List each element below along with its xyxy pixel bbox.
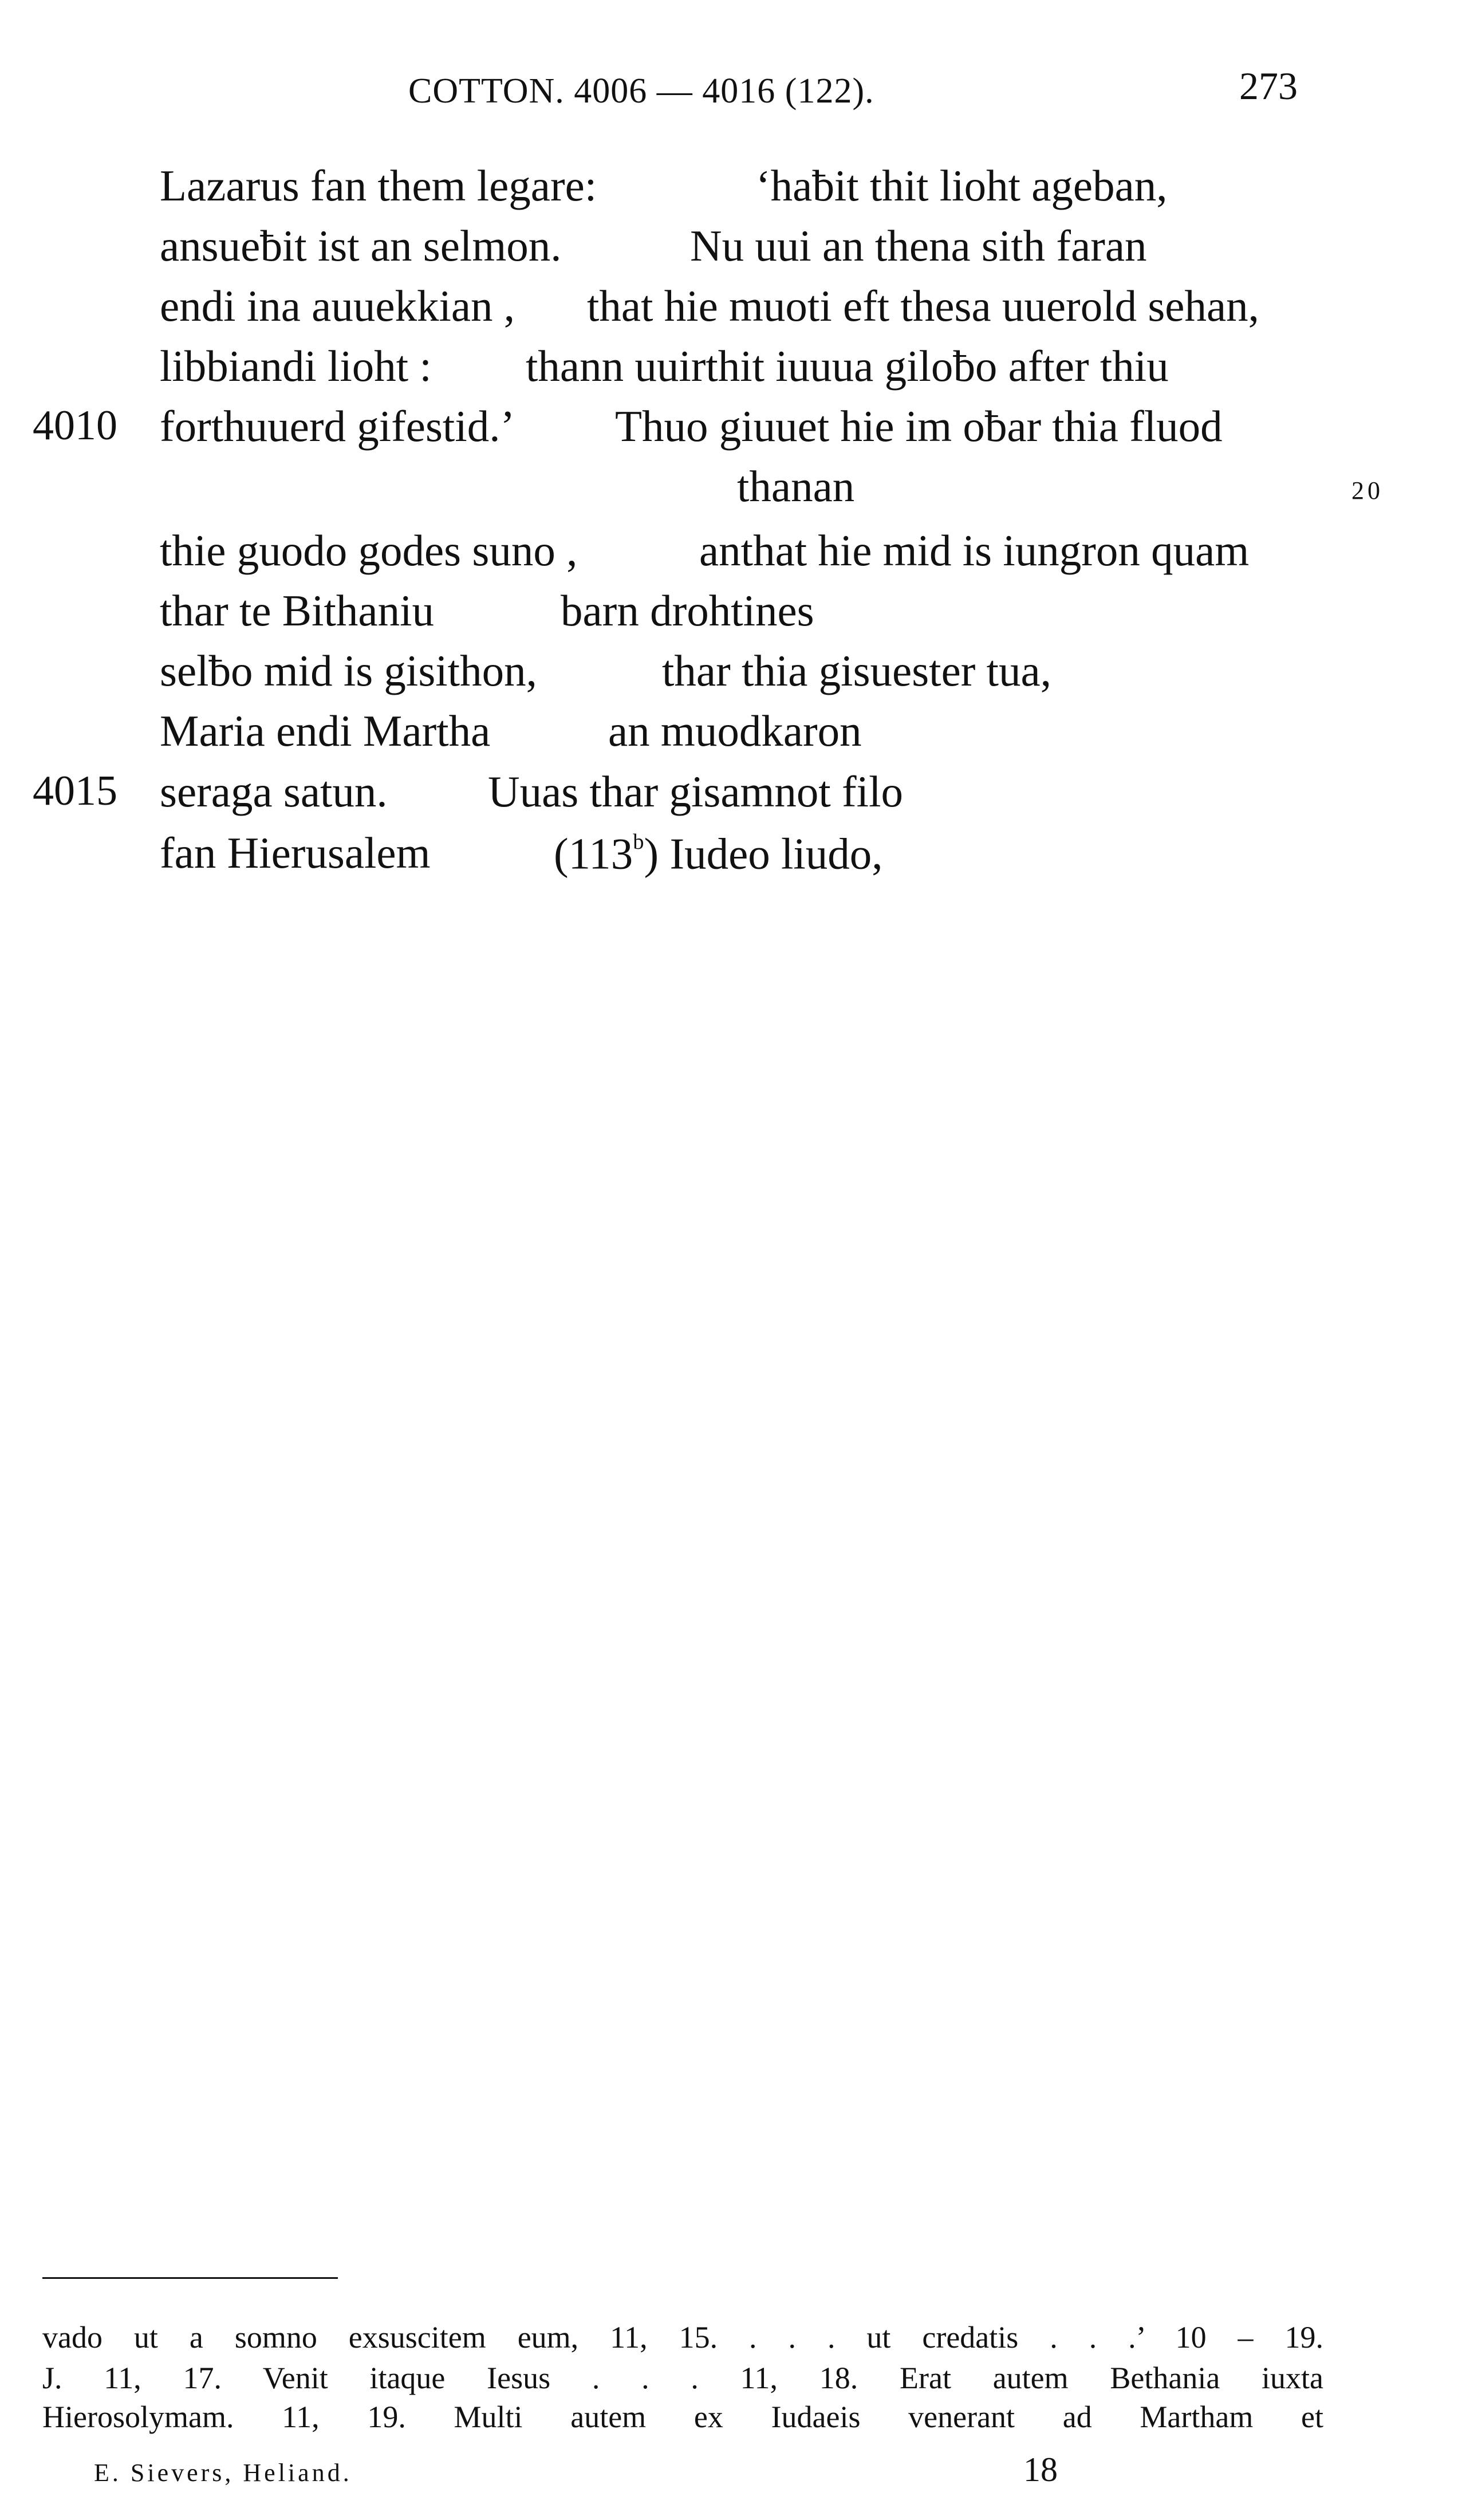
verse-second-half: Nu uui an thena sith faran [690, 221, 1147, 270]
verse-first-half: Maria endi Martha [160, 706, 491, 755]
folio-side: b [633, 830, 644, 854]
footnote-rule [42, 2277, 338, 2279]
verse-text: ) Iudeo liudo, [644, 829, 883, 879]
folio-ref: (113 [554, 829, 633, 879]
verse-second-half [554, 829, 883, 879]
verse-second-half: thann uuirthit iuuua giloƀo after thiu [526, 341, 1169, 391]
verse-first-half: selƀo mid is gisithon, [160, 646, 537, 695]
line-number: 4010 [33, 402, 117, 449]
footnote-line: Hierosolymam. 11, 19. Multi autem ex Iudaeis venerant ad Martham et [42, 2400, 1323, 2434]
verse-first-half: endi ina auuekkian , [160, 281, 515, 330]
line-number: 4015 [33, 767, 117, 814]
running-title: COTTON. 4006 — 4016 (122). [408, 72, 874, 111]
verse-second-half: anthat hie mid is iungron quam [699, 526, 1250, 575]
verse-first-half: fan Hierusalem [160, 828, 431, 877]
verse-first-half: forthuuerd gifestid.’ [160, 401, 515, 451]
verse-first-half: ansueƀit ist an selmon. [160, 221, 562, 270]
margin-line-count: 20 [1351, 477, 1384, 505]
sheet-number: 18 [1023, 2451, 1058, 2488]
verse-first-half: thie guodo godes suno , [160, 526, 578, 575]
verse-second-half: Uuas thar gisamnot filo [488, 767, 903, 816]
verse-second-half: barn drohtines [561, 586, 814, 635]
verse-second-half: thar thia gisuester tua, [662, 646, 1051, 695]
footnote-line: vado ut a somno exsuscitem eum, 11, 15. . . . ut credatis . . .’ 10 – 19. [42, 2320, 1323, 2354]
verse-second-half: an muodkaron [608, 706, 862, 755]
page-number: 273 [1239, 64, 1298, 108]
verse-first-half: libbiandi lioht : [160, 341, 432, 391]
verse-first-half: seraga satun. [160, 767, 388, 816]
verse-second-half: Thuo giuuet hie im oƀar thia fluod [615, 401, 1223, 451]
verse-first-half: Lazarus fan them legare: [160, 161, 597, 210]
verse-first-half: thar te Bithaniu [160, 586, 434, 635]
footer-signature: E. Sievers, Heliand. [94, 2459, 352, 2487]
verse-second-half: thanan [737, 462, 855, 511]
footnote-line: J. 11, 17. Venit itaque Iesus . . . 11, 18. Erat autem Bethania iuxta [42, 2361, 1323, 2395]
verse-second-half: that hie muoti eft thesa uuerold sehan, [587, 281, 1259, 330]
verse-second-half: ‘haƀit thit lioht ageban, [756, 161, 1168, 210]
